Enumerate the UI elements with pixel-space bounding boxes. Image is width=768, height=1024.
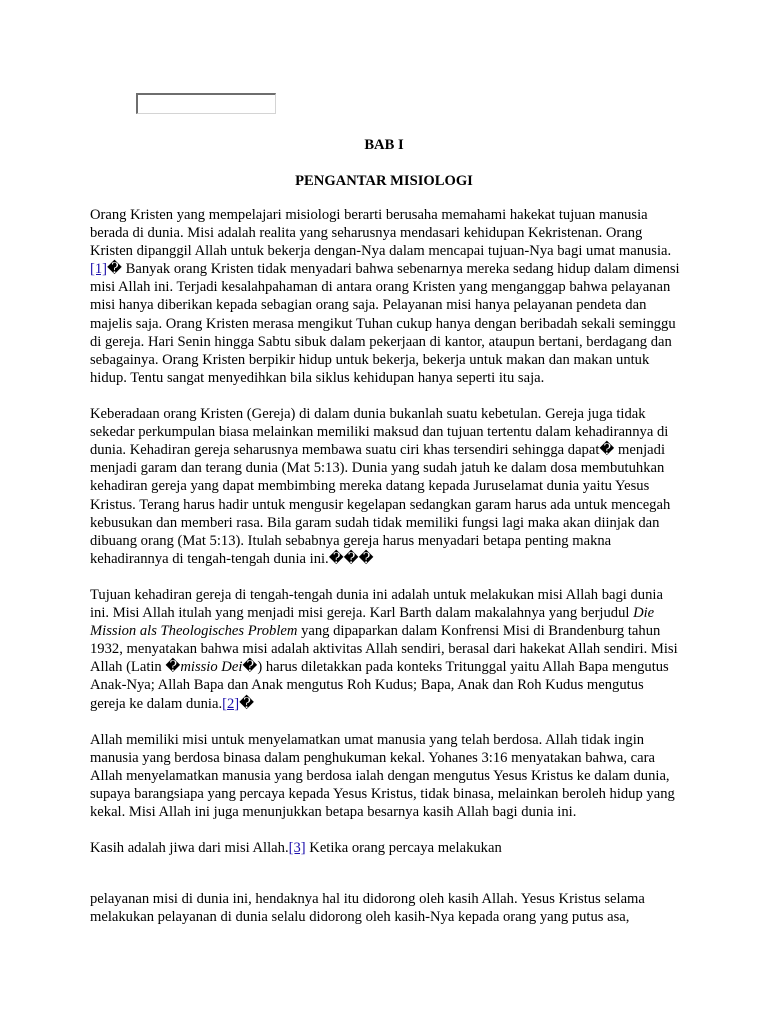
paragraph-5 bbox=[90, 839, 680, 857]
footnote-link-1[interactable]: [1] bbox=[90, 261, 108, 278]
paragraph-6: pelayanan misi di dunia ini, hendaknya hal itu didorong oleh kasih Allah. Yesus Kristus selama melakukan pelayanan di dunia selalu didorong oleh kasih-Nya kepada orang yang putus asa, bbox=[90, 891, 645, 926]
paper-title-italic: Die Mission als Theologisches Problem bbox=[90, 605, 655, 640]
paragraph-3-text-cont2: �) harus diletakkan pada konteks Tritunggal yaitu Allah Bapa mengutus Anak-Nya; Allah Bapa dan Anak mengutus Roh Kudus; Bapa, Anak dan Roh Kudus mengutus gereja ke dalam dunia. bbox=[90, 659, 669, 712]
chapter-title: PENGANTAR MISIOLOGI bbox=[295, 173, 473, 189]
paragraph-1-text: Orang Kristen yang mempelajari misiologi berarti berusaha memahami hakekat tujuan manusia berada di dunia. Misi adalah realita yang seharusnya mendasari kehidupan Kekristenan. Orang Kristen dipanggil Allah untuk bekerja dengan-Nya dalam mencapai tujuan-Nya bagi umat manusia. bbox=[90, 207, 672, 260]
body-block-2 bbox=[90, 890, 680, 926]
paragraph-1-text-cont: � Banyak orang Kristen tidak menyadari bahwa sebenarnya mereka sedang hidup dalam dimensi misi Allah ini. Terjadi kesalahpahaman di antara orang Kristen yang menganggap bahwa pelayanan misi hanya diberikan kepada sebagian orang saja. Pelayanan misi hanya pelayanan pendeta dan majelis saja. Orang Kristen merasa mengikut Tuhan cukup hanya dengan beribadah sekali seminggu di gereja. Hari Senin hingga Sabtu sibuk dalam pekerjaan di kantor, ataupun bertani, berdagang dan sebagainya. Orang Kristen berpikir hidup untuk bekerja, bekerja untuk makan dan makan untuk hidup. Tentu sangat menyedihkan bila siklus kehidupan hanya seperti itu saja. bbox=[90, 261, 680, 386]
paragraph-5-text-cont: Ketika orang percaya melakukan bbox=[305, 840, 502, 857]
footnote-link-3[interactable]: [3] bbox=[288, 840, 306, 857]
paragraph-5-text: Kasih adalah jiwa dari misi Allah. bbox=[90, 840, 289, 857]
paragraph-3-text: Tujuan kehadiran gereja di tengah-tengah dunia ini adalah untuk melakukan misi Allah bagi dunia ini. Misi Allah itulah yang menjadi misi gereja. Karl Barth dalam makalahnya yang berjudul bbox=[90, 586, 663, 622]
paragraph-1 bbox=[90, 206, 680, 387]
footnote-link-2[interactable]: [2] bbox=[222, 695, 240, 712]
paragraph-3-text-end: � bbox=[239, 695, 255, 712]
paragraph-3 bbox=[90, 586, 680, 713]
paragraph-4: Allah memiliki misi untuk menyelamatkan umat manusia yang telah berdosa. Allah tidak ingin manusia yang berdosa binasa dalam penghukuman kekal. Yohanes 3:16 menyatakan bahwa, cara Allah menyelamatkan manusia yang berdosa ialah dengan mengutus Yesus Kristus ke dalam dunia, supaya barangsiapa yang percaya kepada Yesus Kristus, tidak binasa, melainkan beroleh hidup yang kekal. Misi Allah ini juga menunjukkan betapa besarnya kasih Allah bagi dunia ini. bbox=[90, 731, 675, 821]
body-block-1 bbox=[90, 206, 680, 857]
latin-term-italic: missio Dei bbox=[180, 659, 243, 676]
paragraph-3-text-cont: yang dipaparkan dalam Konfrensi Misi di Brandenburg tahun 1932, menyatakan bahwa misi adalah aktivitas Allah sendiri, berasal dari hakekat Allah sendiri. Misi Allah (Latin � bbox=[90, 623, 678, 676]
text-input-box[interactable] bbox=[136, 93, 276, 114]
chapter-number: BAB I bbox=[364, 137, 404, 153]
paragraph-2: Keberadaan orang Kristen (Gereja) di dalam dunia bukanlah suatu kebetulan. Gereja juga tidak sekedar perkumpulan biasa melainkan memiliki maksud dan tujuan tertentu dalam kehadirannya di dunia. Kehadiran gereja seharusnya membawa suatu ciri khas tersendiri sehingga dapat� menjadi menjadi garam dan terang dunia (Mat 5:13). Dunia yang sudah jatuh ke dalam dosa membutuhkan kehadiran gereja yang dapat membimbing mereka datang kepada Juruselamat dunia yaitu Yesus Kristus. Terang harus hadir untuk mengusir kegelapan sedangkan garam harus ada untuk mencegah kebusukan dan memberi rasa. Bila garam sudah tidak memiliki fungsi lagi maka akan diinjak dan dibuang orang (Mat 5:13). Itulah sebabnya gereja harus menyadari betapa penting makna kehadirannya di tengah-tengah dunia ini.��� bbox=[90, 406, 671, 567]
